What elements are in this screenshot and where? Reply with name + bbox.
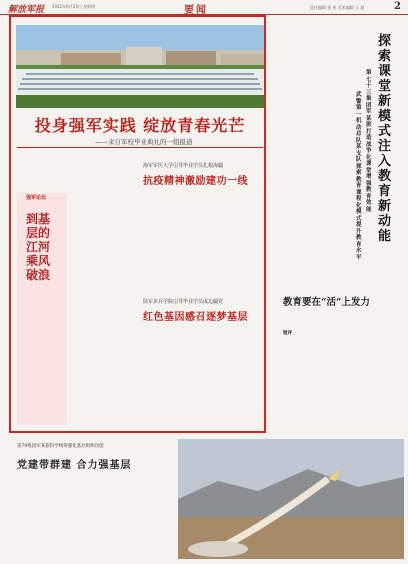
- lead-text-block: [17, 150, 137, 190]
- commentary-label: 强军论坛: [26, 195, 47, 201]
- main-headline[interactable]: 投身强军实践 绽放青春光芒: [34, 116, 246, 135]
- story2-title[interactable]: 红色基因感召逐梦基层: [143, 312, 248, 323]
- education-article-title[interactable]: 教育要在“活”上发力: [283, 297, 370, 308]
- right-story-subtitle-1: 第七十三集团军某旅打造战争化课堂增强教育效能: [366, 70, 372, 213]
- story1-body: [143, 188, 261, 296]
- short-commentary-label: 短评: [283, 331, 292, 336]
- headline-divider: [17, 147, 263, 148]
- right-story-subtitle-2: 武警第一机动总队某支队探索教育课程化模式提升教育水平: [356, 92, 362, 261]
- commentary-title[interactable]: 到基层的江河乘风破浪: [26, 212, 51, 282]
- story1-title[interactable]: 抗疫精神激励建功一线: [143, 176, 248, 187]
- bottom-story-title[interactable]: 党建带群建 合力强基层: [17, 460, 132, 471]
- bottom-story-kicker: 第79集团军某旅科学统筹强化基层组织功能: [17, 444, 104, 449]
- missile-launch-photo: [178, 439, 404, 559]
- editor-credits: 责任编辑 张 彤 美术编辑 王 斌: [310, 5, 365, 10]
- section-title: 要闻: [184, 5, 208, 16]
- graduation-ceremony-photo: [16, 25, 264, 108]
- commentary-body: [70, 193, 138, 425]
- bottom-story-body: [17, 472, 175, 558]
- right-column-text: [272, 17, 368, 289]
- education-article-body: [272, 340, 404, 435]
- issue-date: 2022年6月23日 星期四: [52, 4, 96, 9]
- story2-body: [143, 325, 261, 427]
- right-story-title[interactable]: 探索课堂新模式 注入教育新动能: [378, 34, 392, 244]
- story2-kicker: 陆军步兵学院引导毕业学员成边疆党: [143, 299, 224, 305]
- newspaper-logo: 解放军报: [8, 5, 45, 15]
- page-number: 2: [394, 1, 401, 12]
- story1-kicker: 海军军医大学引导毕业学员扎根海疆: [143, 163, 224, 169]
- main-subtitle: ——来自军校毕业典礼的一组报道: [95, 138, 193, 146]
